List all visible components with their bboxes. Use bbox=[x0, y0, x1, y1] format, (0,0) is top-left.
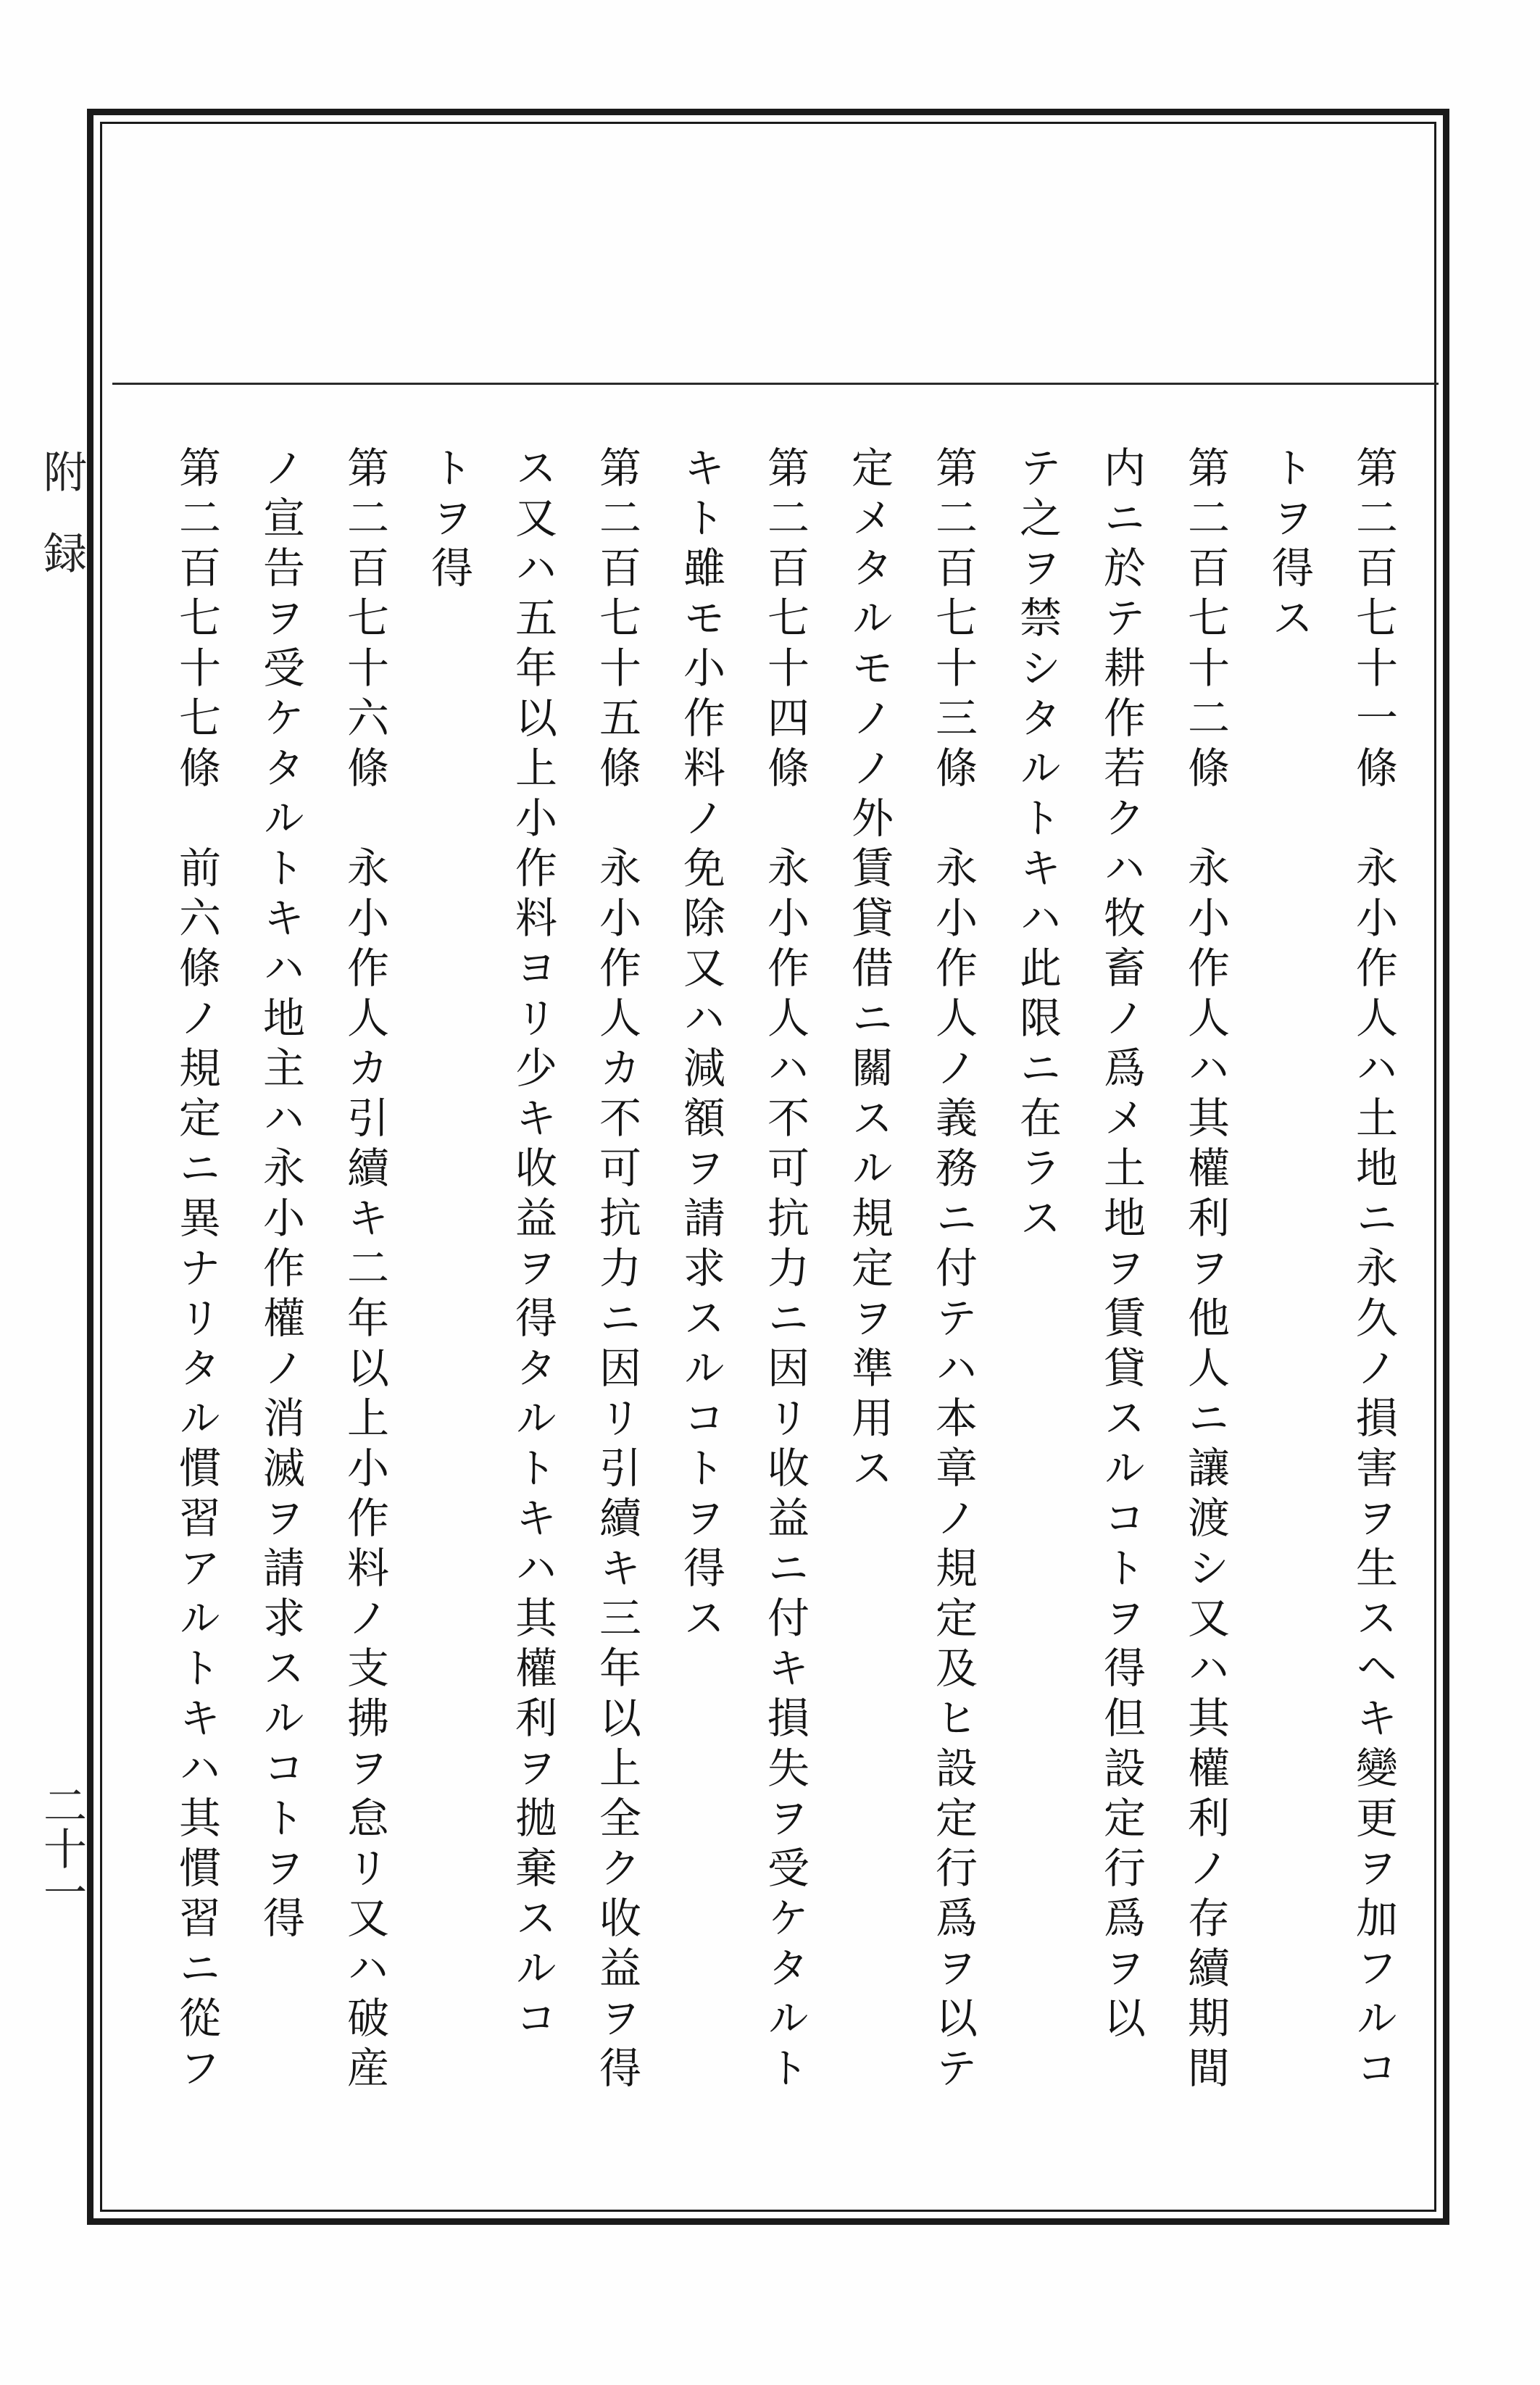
text-column: 第二百七十三條 永小作人ノ義務ニ付テハ本章ノ規定及ヒ設定行爲ヲ以テ bbox=[928, 446, 978, 2096]
text-column: 第二百七十二條 永小作人ハ其權利ヲ他人ニ讓渡シ又ハ其權利ノ存續期間 bbox=[1181, 446, 1230, 2096]
text-column: キト雖モ小作料ノ免除又ハ減額ヲ請求スルコトヲ得ス bbox=[676, 446, 725, 1646]
text-column: ノ宣告ヲ受ケタルトキハ地主ハ永小作權ノ消滅ヲ請求スルコトヲ得 bbox=[256, 446, 305, 1946]
text-column: 第二百七十四條 永小作人ハ不可抗力ニ因リ收益ニ付キ損失ヲ受ケタルト bbox=[760, 446, 809, 2096]
text-column: 第二百七十七條 前六條ノ規定ニ異ナリタル慣習アルトキハ其慣習ニ從フ bbox=[172, 446, 221, 2096]
text-column: 第二百七十一條 永小作人ハ土地ニ永久ノ損害ヲ生スヘキ變更ヲ加フルコ bbox=[1349, 446, 1398, 2096]
text-column: ス又ハ五年以上小作料ヨリ少キ收益ヲ得タルトキハ其權利ヲ拋棄スルコ bbox=[508, 446, 557, 2046]
text-column: 内ニ於テ耕作若クハ牧畜ノ爲メ土地ヲ賃貸スルコトヲ得但設定行爲ヲ以 bbox=[1096, 446, 1146, 2046]
page-number: 二十一 bbox=[36, 1783, 87, 1913]
text-column: トヲ得ス bbox=[1265, 446, 1314, 646]
text-body bbox=[152, 446, 1406, 2185]
text-column: 第二百七十六條 永小作人カ引續キ二年以上小作料ノ支拂ヲ怠リ又ハ破産 bbox=[340, 446, 389, 2096]
text-column: トヲ得 bbox=[424, 446, 473, 596]
text-column: 定メタルモノノ外賃貸借ニ關スル規定ヲ準用ス bbox=[844, 446, 894, 1496]
running-head: 附録 bbox=[36, 449, 87, 612]
text-column: 第二百七十五條 永小作人カ不可抗力ニ因リ引續キ三年以上全ク收益ヲ得 bbox=[592, 446, 641, 2096]
header-rule bbox=[112, 383, 1439, 385]
text-column: テ之ヲ禁シタルトキハ此限ニ在ラス bbox=[1012, 446, 1062, 1246]
